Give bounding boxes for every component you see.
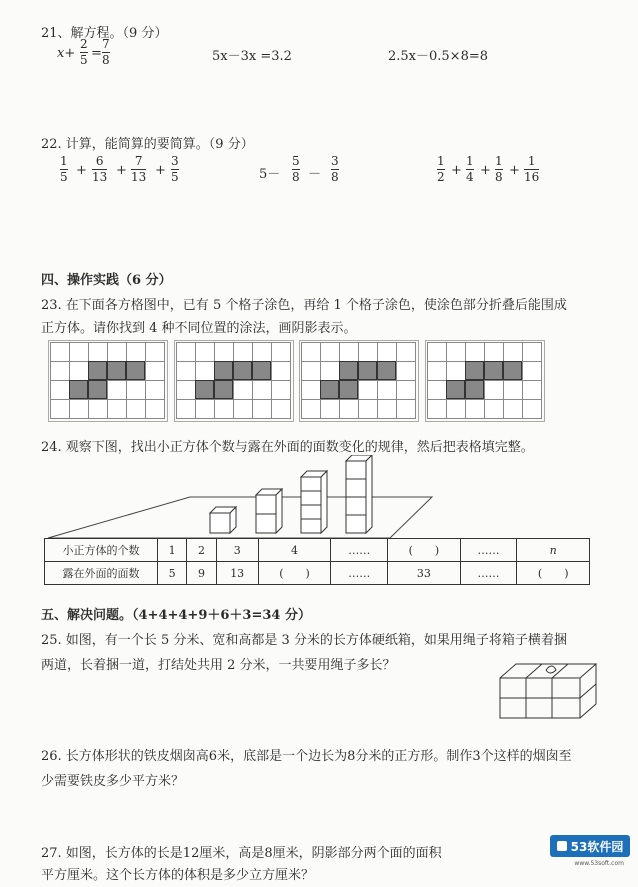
q22-e1-frac-4: 3 5 <box>171 154 179 184</box>
table-cell: …… <box>331 562 388 585</box>
q22-e1-frac-2: 6 13 <box>92 154 108 184</box>
table-cell: …… <box>331 539 388 562</box>
table-cell: ( ) <box>388 539 461 562</box>
table-cell: 4 <box>258 539 331 562</box>
q22-e3-frac-1: 1 2 <box>437 154 445 184</box>
q24-table <box>44 538 590 585</box>
q22-title: 22. 计算，能简算的要简算。（9 分） <box>41 137 254 152</box>
table-cell: 13 <box>216 562 258 585</box>
table-cell: …… <box>460 562 517 585</box>
table-cell: 5 <box>158 562 187 585</box>
q22-e1-op-1: + <box>76 163 87 178</box>
q21-eq3: 2.5x－0.5×8=8 <box>388 49 489 64</box>
q25-box-figure <box>496 660 606 722</box>
section-5-heading: 五、解决问题。（4+4+4+9＋6＋3=34 分） <box>41 608 311 623</box>
q21-title: 21、解方程。（9 分） <box>41 26 168 41</box>
logo-icon <box>557 841 567 851</box>
table-cell: 1 <box>158 539 187 562</box>
q22-e3-op-2: + <box>480 163 491 178</box>
q22-e2-lead: 5－ <box>259 167 281 182</box>
q26-text-line-2: 少需要铁皮多少平方米？ <box>41 774 185 789</box>
q22-e1-frac-3: 7 13 <box>131 154 147 184</box>
q22-e3-frac-2: 1 4 <box>466 154 474 184</box>
table-cell: 3 <box>216 539 258 562</box>
q24-text: 24. 观察下图，找出小正方体个数与露在外面的面数变化的规律，然后把表格填完整。 <box>41 440 534 455</box>
table-cell: n <box>517 539 590 562</box>
q22-e3-op-3: + <box>509 163 520 178</box>
q25-text-line-1: 25. 如图，有一个长 5 分米、宽和高都是 3 分米的长方体硬纸箱，如果用绳子将箱子横着捆 <box>41 633 567 648</box>
table-row <box>45 539 590 562</box>
q22-e3-frac-4: 1 16 <box>524 154 540 184</box>
table-cell: 9 <box>187 562 216 585</box>
q25-text-line-2: 两道，长着捆一道，打结处共用 2 分米，一共要用绳子多长？ <box>41 658 396 673</box>
q22-e2-frac-1: 5 8 <box>292 154 300 184</box>
q22-e3-op-1: + <box>451 163 462 178</box>
watermark-url: www.53soft.com <box>574 860 624 867</box>
q23-text-line-1: 23. 在下面各方格图中，已有 5 个格子涂色，再给 1 个格子涂色，使涂色部分折叠后能围成 <box>41 298 567 313</box>
table-row-label: 小正方体的个数 <box>45 539 158 562</box>
q27-text-line-2: 平方厘米。这个长方体的体积是多少立方厘米？ <box>41 868 315 883</box>
q22-e1-op-2: + <box>116 163 127 178</box>
q22-e1-op-3: + <box>155 163 166 178</box>
watermark-logo: 53软件园 <box>550 835 630 857</box>
q21-eq1-equals: = <box>91 46 102 61</box>
q22-e2-frac-2: 3 8 <box>331 154 339 184</box>
table-row-label: 露在外面的面数 <box>45 562 158 585</box>
table-cell: 33 <box>388 562 461 585</box>
q21-eq1-fraction-1: 2 5 <box>80 37 88 67</box>
q24-cube-figure <box>40 455 600 545</box>
table-cell: ( ) <box>517 562 590 585</box>
q26-text-line-1: 26. 长方体形状的铁皮烟囱高6米，底部是一个边长为8分米的正方形。制作3个这样的烟囱至 <box>41 749 572 764</box>
table-cell: 2 <box>187 539 216 562</box>
table-cell: ( ) <box>258 562 331 585</box>
q21-eq1-fraction-2: 7 8 <box>102 37 110 67</box>
q21-eq2: 5x－3x =3.2 <box>212 49 292 64</box>
table-row <box>45 562 590 585</box>
q22-e3-frac-3: 1 8 <box>495 154 503 184</box>
q27-text-line-1: 27. 如图，长方体的长是12厘米，高是8厘米，阴影部分两个面的面积 <box>41 846 442 861</box>
q21-eq1-prefix: x+ <box>57 46 76 61</box>
q22-e2-op: － <box>308 167 322 182</box>
q22-e1-frac-1: 1 5 <box>60 154 68 184</box>
q23-text-line-2: 正方体。请你找到 4 种不同位置的涂法，画阴影表示。 <box>41 321 357 336</box>
table-cell: …… <box>460 539 517 562</box>
section-4-heading: 四、操作实践（6 分） <box>41 273 172 288</box>
